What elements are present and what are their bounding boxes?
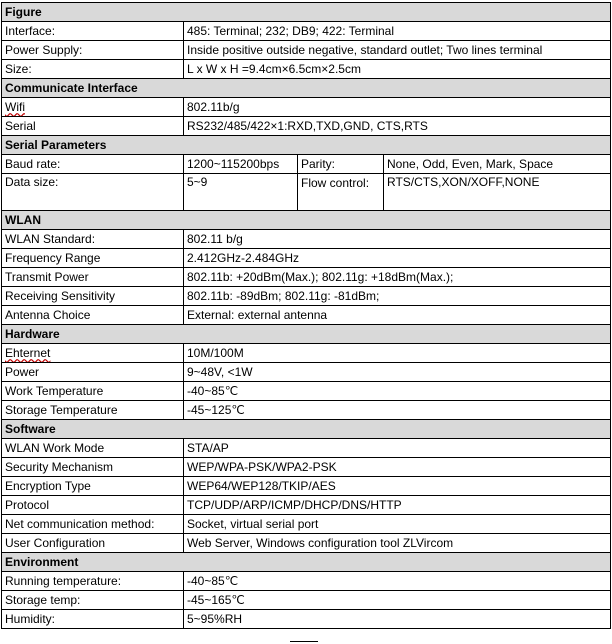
row-value: 802.11 b/g (184, 230, 611, 249)
row-value: 10M/100M (184, 344, 611, 363)
row-value: WEP64/WEP128/TKIP/AES (184, 477, 611, 496)
section-title: Hardware (2, 325, 611, 344)
row-label (2, 344, 184, 363)
row-label: Power Supply: (2, 41, 184, 60)
flow-control-label: Flow control: (298, 174, 384, 211)
table-row (2, 382, 611, 401)
row-label: Size: (2, 60, 184, 79)
baud-rate-value: 1200~115200bps (184, 155, 298, 174)
table-row (2, 439, 611, 458)
page-edge-mark (290, 641, 318, 642)
row-label: Frequency Range (2, 249, 184, 268)
row-label (2, 98, 184, 117)
section-header-environment (2, 553, 611, 572)
row-label: Serial (2, 117, 184, 136)
table-row (2, 117, 611, 136)
table-row (2, 591, 611, 610)
row-label: User Configuration (2, 534, 184, 553)
flow-control-value: RTS/CTS,XON/XOFF,NONE (384, 174, 611, 211)
section-header-communicate (2, 79, 611, 98)
row-label: Encryption Type (2, 477, 184, 496)
row-label: Antenna Choice (2, 306, 184, 325)
table-row (2, 155, 611, 174)
section-title: Software (2, 420, 611, 439)
table-row (2, 515, 611, 534)
table-row (2, 572, 611, 591)
row-label: WLAN Standard: (2, 230, 184, 249)
row-value: 2.412GHz-2.484GHz (184, 249, 611, 268)
row-label-text: Wifi (5, 99, 25, 114)
table-row (2, 41, 611, 60)
table-row (2, 458, 611, 477)
section-title: WLAN (2, 211, 611, 230)
row-value: External: external antenna (184, 306, 611, 325)
row-value: Socket, virtual serial port (184, 515, 611, 534)
row-value: -45~165℃ (184, 591, 611, 610)
row-value: 485: Terminal; 232; DB9; 422: Terminal (184, 22, 611, 41)
table-row (2, 22, 611, 41)
parity-label: Parity: (298, 155, 384, 174)
table-row (2, 306, 611, 325)
row-value: -40~85℃ (184, 572, 611, 591)
parity-value: None, Odd, Even, Mark, Space (384, 155, 611, 174)
section-title: Environment (2, 553, 611, 572)
table-row (2, 344, 611, 363)
table-row (2, 60, 611, 79)
section-header-serial-parameters (2, 136, 611, 155)
row-value: 9~48V, <1W (184, 363, 611, 382)
section-header-software (2, 420, 611, 439)
data-size-label: Data size: (2, 174, 184, 211)
row-label: WLAN Work Mode (2, 439, 184, 458)
row-label: Interface: (2, 22, 184, 41)
table-row (2, 249, 611, 268)
section-title: Figure (2, 3, 611, 22)
table-row (2, 174, 611, 211)
row-label: Net communication method: (2, 515, 184, 534)
spec-table (1, 2, 611, 629)
row-value: L x W x H =9.4cm×6.5cm×2.5cm (184, 60, 611, 79)
section-header-figure (2, 3, 611, 22)
row-label: Running temperature: (2, 572, 184, 591)
row-value: 802.11b/g (184, 98, 611, 117)
row-value: RS232/485/422×1:RXD,TXD,GND, CTS,RTS (184, 117, 611, 136)
row-value: 5~95%RH (184, 610, 611, 629)
section-title: Serial Parameters (2, 136, 611, 155)
section-header-wlan (2, 211, 611, 230)
section-header-hardware (2, 325, 611, 344)
data-size-value: 5~9 (184, 174, 298, 211)
row-value: STA/AP (184, 439, 611, 458)
row-label: Security Mechanism (2, 458, 184, 477)
table-row (2, 496, 611, 515)
baud-rate-label: Baud rate: (2, 155, 184, 174)
table-row (2, 401, 611, 420)
table-row (2, 363, 611, 382)
row-label: Storage Temperature (2, 401, 184, 420)
row-value: -45~125℃ (184, 401, 611, 420)
row-value: Web Server, Windows configuration tool ZLVircom (184, 534, 611, 553)
row-value: 802.11b: +20dBm(Max.); 802.11g: +18dBm(Max.); (184, 268, 611, 287)
table-row (2, 610, 611, 629)
row-value: -40~85℃ (184, 382, 611, 401)
row-label: Protocol (2, 496, 184, 515)
row-label: Power (2, 363, 184, 382)
row-label: Receiving Sensitivity (2, 287, 184, 306)
row-label: Humidity: (2, 610, 184, 629)
row-value: TCP/UDP/ARP/ICMP/DHCP/DNS/HTTP (184, 496, 611, 515)
row-value: Inside positive outside negative, standard outlet; Two lines terminal (184, 41, 611, 60)
row-value: 802.11b: -89dBm; 802.11g: -81dBm; (184, 287, 611, 306)
table-row (2, 534, 611, 553)
spec-sheet (1, 2, 610, 629)
table-row (2, 287, 611, 306)
table-row (2, 477, 611, 496)
table-row (2, 98, 611, 117)
row-label: Transmit Power (2, 268, 184, 287)
row-label: Storage temp: (2, 591, 184, 610)
section-title: Communicate Interface (2, 79, 611, 98)
table-row (2, 230, 611, 249)
row-label-text: Ehternet (5, 345, 51, 360)
row-value: WEP/WPA-PSK/WPA2-PSK (184, 458, 611, 477)
row-label: Work Temperature (2, 382, 184, 401)
table-row (2, 268, 611, 287)
